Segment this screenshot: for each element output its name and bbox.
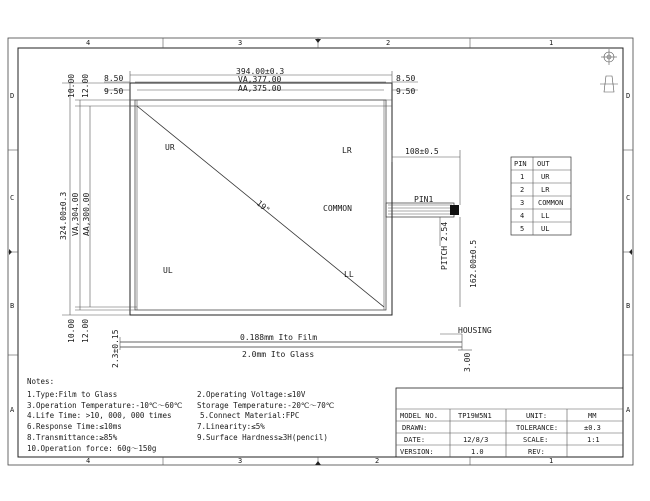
note-item: 2.Operating Voltage:≤10V xyxy=(197,390,306,399)
pin-table-cell: LL xyxy=(541,212,550,220)
tb-scale-value: 1:1 xyxy=(587,436,600,444)
tb-version-label: VERSION: xyxy=(400,448,434,456)
zone-bottom-4: 4 xyxy=(86,457,91,465)
tb-drawn-label: DRAWN: xyxy=(402,424,428,432)
top-center-marker xyxy=(315,39,321,43)
pin-table xyxy=(511,157,571,235)
pin-table-cell: COMMON xyxy=(538,199,564,207)
note-item: 5.Connect Material:FPC xyxy=(200,411,300,420)
tb-date-value: 12/8/3 xyxy=(463,436,489,444)
note-item: 4.Life Time: >10, 000, 000 times xyxy=(27,411,172,420)
pin-table-cell: UL xyxy=(541,225,550,233)
left-offset-inner-dim: 9.50 xyxy=(104,87,124,96)
height-outer-dim: 324.00±0.3 xyxy=(59,191,68,240)
zone-right-B: B xyxy=(626,302,631,310)
right-center-marker xyxy=(629,249,632,255)
common-label: COMMON xyxy=(323,204,352,213)
zone-right-A: A xyxy=(626,406,631,414)
corner-ul-label: UL xyxy=(163,266,173,275)
right-offset-outer-dim: 8.50 xyxy=(396,74,416,83)
pin-table-header-pin: PIN xyxy=(514,160,527,168)
zone-left-D: D xyxy=(10,92,15,100)
tb-unit-value: MM xyxy=(588,412,597,420)
fpc-tail xyxy=(386,203,459,217)
tb-date-label: DATE: xyxy=(404,436,426,444)
zone-bottom-1: 1 xyxy=(549,457,554,465)
pin-table-cell: 3 xyxy=(520,199,525,207)
tb-model-value: TP19W5N1 xyxy=(458,412,492,420)
width-outer-dim: 394.00±0.3 xyxy=(236,67,285,76)
zone-right-D: D xyxy=(626,92,631,100)
height-va-dim: VA,304.00 xyxy=(71,192,80,236)
note-item: 9.Surface Hardness≥3H(pencil) xyxy=(197,433,328,442)
tb-tolerance-value: ±0.3 xyxy=(584,424,601,432)
corner-ur-label: UR xyxy=(165,143,175,152)
zone-top-2: 2 xyxy=(386,39,391,47)
left-offset-outer-dim: 8.50 xyxy=(104,74,124,83)
tb-model-label: MODEL NO. xyxy=(400,412,438,420)
top-offset-inner-dim: 12.00 xyxy=(81,73,90,98)
zone-bottom-3: 3 xyxy=(238,457,243,465)
corner-ll-label: LL xyxy=(344,270,354,279)
tb-rev-label: REV: xyxy=(528,448,545,456)
note-item: 6.Response Time:≤10ms xyxy=(27,422,122,431)
title-block xyxy=(396,388,623,457)
tb-tolerance-label: TOLERANCE: xyxy=(516,424,559,432)
pitch-dim: PITCH 2.54 xyxy=(440,221,449,270)
height-aa-dim: AA,300.00 xyxy=(82,192,91,236)
pin1-label: PIN1 xyxy=(414,195,434,204)
corner-lr-label: LR xyxy=(342,146,352,155)
note-item: 7.Linearity:≤5% xyxy=(197,422,265,431)
housing-label: HOUSING xyxy=(458,326,492,335)
pin-table-header-out: OUT xyxy=(537,160,550,168)
zone-top-4: 4 xyxy=(86,39,91,47)
note-item: 10.Operation force: 60g～150g xyxy=(27,444,157,453)
tail-position-dim: 162.00±0.5 xyxy=(469,239,478,288)
zone-top-3: 3 xyxy=(238,39,243,47)
zone-bottom-2: 2 xyxy=(375,457,380,465)
bottom-offset-outer-dim: 10.00 xyxy=(67,318,76,343)
projection-symbol-icon xyxy=(600,49,618,92)
tb-unit-label: UNIT: xyxy=(526,412,548,420)
top-offset-outer-dim: 10.00 xyxy=(67,73,76,98)
left-center-marker xyxy=(9,249,12,255)
bottom-offset-inner-dim: 12.00 xyxy=(81,318,90,343)
zone-right-C: C xyxy=(626,194,631,202)
pin-table-cell: LR xyxy=(541,186,550,194)
pin-table-cell: 5 xyxy=(520,225,525,233)
zone-left-B: B xyxy=(10,302,15,310)
ito-glass-label: 2.0mm Ito Glass xyxy=(242,350,315,359)
tb-version-value: 1.0 xyxy=(471,448,484,456)
tb-scale-label: SCALE: xyxy=(523,436,549,444)
note-item: 1.Type:Film to Glass xyxy=(27,390,118,399)
pin-table-cell: 2 xyxy=(520,186,525,194)
bottom-center-marker xyxy=(315,461,321,465)
notes-title: Notes: xyxy=(27,377,55,386)
thickness-dim: 2.3±0.15 xyxy=(111,329,120,368)
pin-table-cell: UR xyxy=(541,173,550,181)
pin-table-cell: 1 xyxy=(520,173,525,181)
housing-thickness-dim: 3.00 xyxy=(463,352,472,372)
pin-table-cell: 4 xyxy=(520,212,525,220)
diagonal-size-label: 19" xyxy=(254,198,272,215)
note-item: 3.Operation Temperature:-10℃～60℃ xyxy=(27,401,183,410)
ito-film-label: 0.188mm Ito Film xyxy=(240,333,318,342)
zone-left-A: A xyxy=(10,406,15,414)
right-offset-inner-dim: 9.50 xyxy=(396,87,416,96)
tail-length-dim: 108±0.5 xyxy=(405,147,439,156)
zone-left-C: C xyxy=(10,194,15,202)
note-item: Storage Temperature:-20℃～70℃ xyxy=(197,401,335,410)
note-item: 8.Transmittance:≥85% xyxy=(27,433,118,442)
width-va-dim: VA,377.00 xyxy=(238,75,282,84)
fpc-dimension-lines xyxy=(392,150,460,307)
width-aa-dim: AA,375.00 xyxy=(238,84,282,93)
zone-top-1: 1 xyxy=(549,39,554,47)
